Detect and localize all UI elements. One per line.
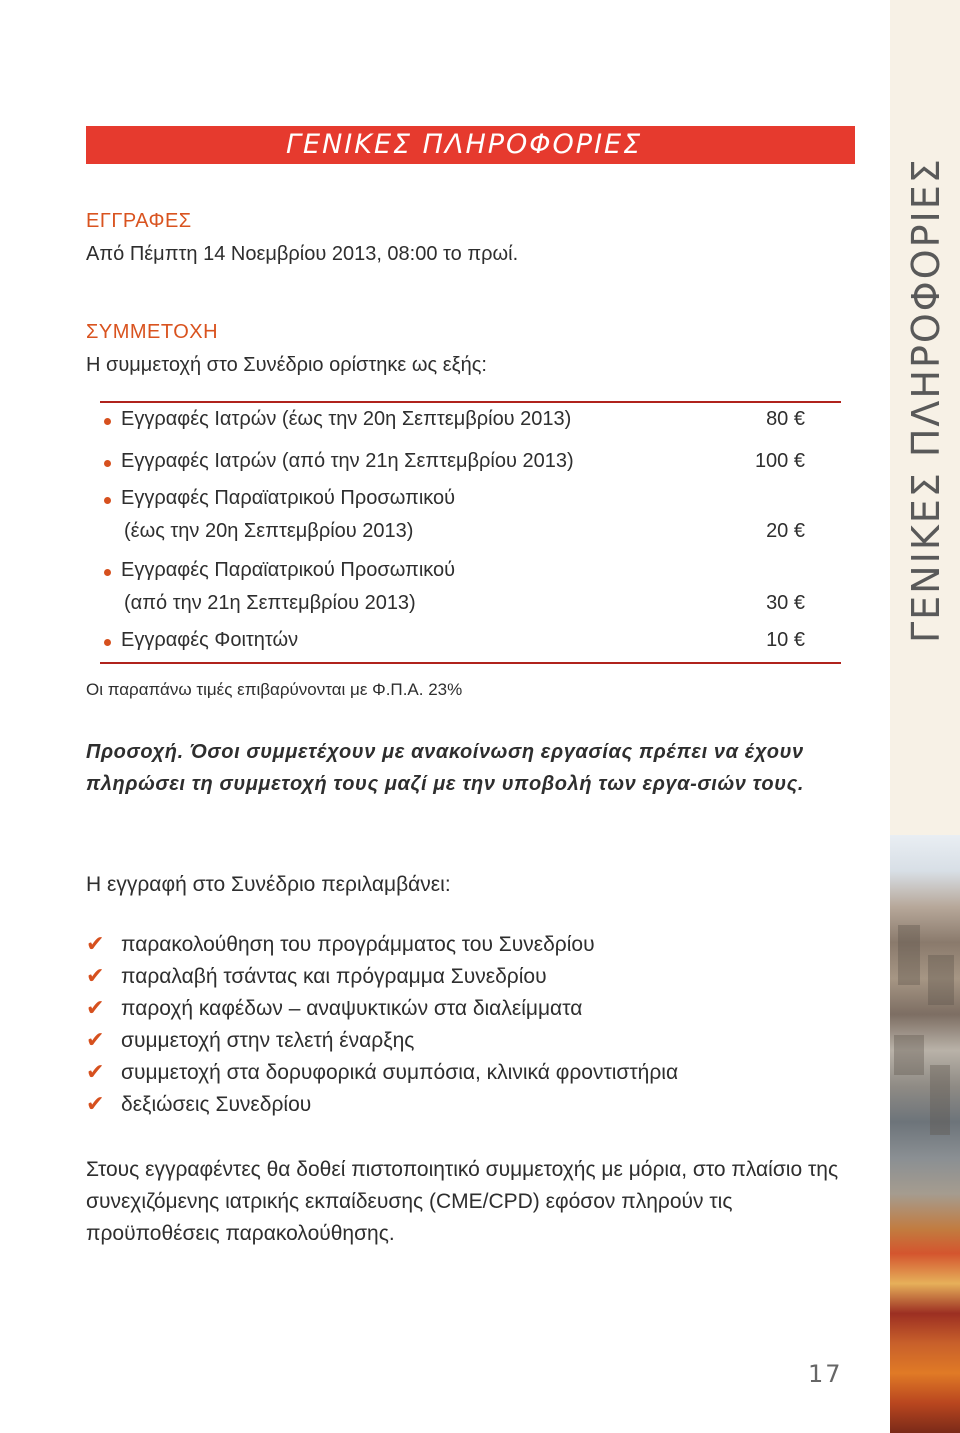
includes-item: παραλαβή τσάντας και πρόγραμμα Συνεδρίου	[121, 965, 547, 988]
bullet-icon	[104, 460, 111, 467]
fee-label: Εγγραφές Παραϊατρικού Προσωπικού	[121, 487, 456, 509]
includes-item: παροχή καφέδων – αναψυκτικών στα διαλείμματα	[121, 997, 583, 1020]
includes-item: δεξιώσεις Συνεδρίου	[121, 1093, 312, 1116]
check-icon: ✔	[86, 1060, 105, 1085]
page-number: 17	[808, 1360, 843, 1388]
fee-price: 100 €	[754, 450, 805, 472]
side-label-area	[890, 0, 960, 700]
attention-notice: Προσοχή. Όσοι συμμετέχουν με ανακοίνωση εργασίας πρέπει να έχουν πληρώσει τη συμμετοχή τους μαζί με την υποβολή των εργα-σιών τους.	[86, 741, 805, 795]
bullet-icon	[104, 497, 111, 504]
fee-label-detail: (έως την 20η Σεπτεμβρίου 2013)	[124, 520, 414, 542]
check-icon: ✔	[86, 932, 105, 957]
check-icon: ✔	[86, 1092, 105, 1117]
check-icon: ✔	[86, 996, 105, 1021]
harbor-photo	[890, 835, 960, 1433]
fee-price: 30 €	[766, 592, 805, 614]
table-top-rule	[100, 401, 841, 403]
includes-item: συμμετοχή στα δορυφορικά συμπόσια, κλινικά φροντιστήρια	[121, 1061, 679, 1084]
includes-item: συμμετοχή στην τελετή έναρξης	[121, 1029, 415, 1052]
page-title: ΓΕΝΙΚΕΣ ΠΛΗΡΟΦΟΡΙΕΣ	[286, 129, 643, 160]
title-bar	[86, 126, 855, 164]
table-bottom-rule	[100, 662, 841, 664]
includes-item: παρακολούθηση του προγράμματος του Συνεδρίου	[121, 933, 595, 956]
participation-intro: Η συμμετοχή στο Συνέδριο ορίστηκε ως εξής:	[86, 354, 487, 376]
registration-heading: ΕΓΓΡΑΦΕΣ	[86, 210, 192, 232]
fee-label: Εγγραφές Φοιτητών	[121, 629, 299, 651]
vat-note: Οι παραπάνω τιμές επιβαρύνονται με Φ.Π.Α. 23%	[86, 680, 463, 699]
bullet-icon	[104, 639, 111, 646]
side-section-label: ΓΕΝΙΚΕΣ ΠΛΗΡΟΦΟΡΙΕΣ	[904, 157, 948, 643]
fee-label: Εγγραφές Ιατρών (έως την 20η Σεπτεμβρίου 2013)	[121, 408, 572, 430]
bullet-icon	[104, 569, 111, 576]
certificate-paragraph: Στους εγγραφέντες θα δοθεί πιστοποιητικό συμμετοχής με μόρια, στο πλαίσιο της συνεχιζόμενης ιατρικής εκπαίδευσης (CME/CPD) εφόσον πληρούν τις προϋποθέσεις παρακολούθησης.	[86, 1158, 839, 1245]
registration-text: Από Πέμπτη 14 Νοεμβρίου 2013, 08:00 το πρωί.	[86, 243, 519, 265]
fee-price: 20 €	[766, 520, 805, 542]
participation-heading: ΣΥΜΜΕΤΟΧΗ	[86, 321, 219, 343]
check-icon: ✔	[86, 964, 105, 989]
fee-label-detail: (από την 21η Σεπτεμβρίου 2013)	[124, 592, 416, 614]
includes-intro: Η εγγραφή στο Συνέδριο περιλαμβάνει:	[86, 873, 451, 896]
check-icon: ✔	[86, 1028, 105, 1053]
fee-price: 10 €	[766, 629, 805, 651]
fee-price: 80 €	[766, 408, 805, 430]
fee-label: Εγγραφές Παραϊατρικού Προσωπικού	[121, 559, 456, 581]
fee-label: Εγγραφές Ιατρών (από την 21η Σεπτεμβρίου 2013)	[121, 450, 574, 472]
bullet-icon	[104, 418, 111, 425]
